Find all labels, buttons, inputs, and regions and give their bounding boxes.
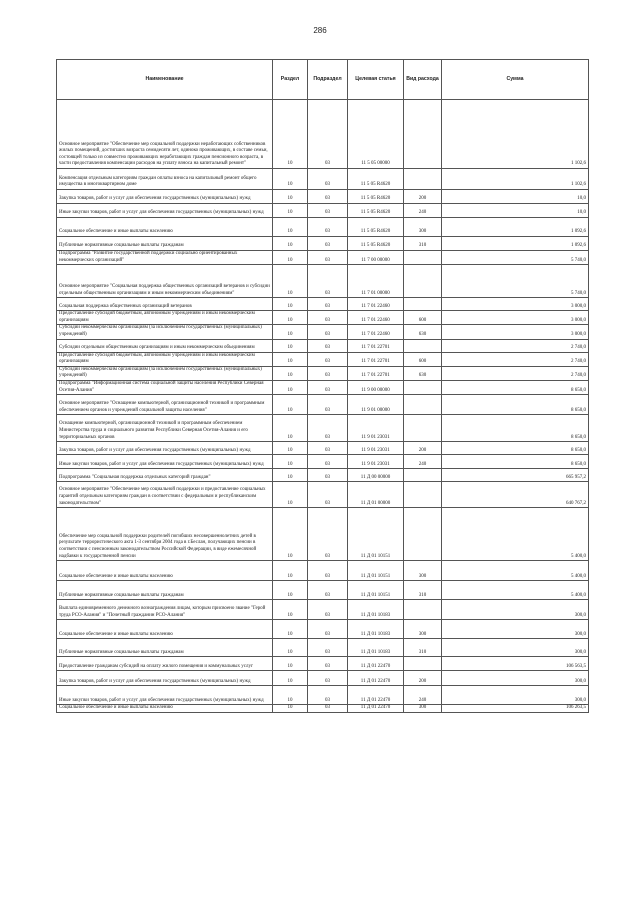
cell-name: Выплата единовременного денежного вознаграждения лицам, которым присвоено звание "Герой труда РСО-Алания" и "Почетный гражданин РСО-Алания": [57, 600, 273, 620]
cell-name: Иные закупки товаров, работ и услуг для обеспечения государственных (муниципальных) нужд: [57, 204, 273, 218]
cell-subsection: 03: [308, 508, 348, 561]
cell-subsection: 03: [308, 380, 348, 394]
cell-target: 11 9 01 23031: [348, 442, 404, 455]
cell-target: 11 Д 01 00000: [348, 482, 404, 508]
cell-subsection: 03: [308, 442, 348, 455]
cell-type: 600: [404, 352, 442, 366]
cell-name: Публичные нормативные социальные выплаты гражданам: [57, 639, 273, 657]
cell-target: 11 9 01 23031: [348, 455, 404, 469]
cell-section: 10: [273, 581, 308, 600]
table-row: [57, 325, 589, 339]
cell-section: 10: [273, 100, 308, 169]
cell-type: [404, 415, 442, 442]
table-row: [57, 298, 589, 311]
cell-type: 300: [404, 620, 442, 639]
cell-name: Предоставление субсидий бюджетным, автономным учреждениям и иным некоммерческим организациям: [57, 311, 273, 325]
cell-sum: 2 740,0: [442, 366, 589, 380]
cell-subsection: 03: [308, 561, 348, 581]
cell-type: 300: [404, 561, 442, 581]
cell-target: 11 5 05 R4620: [348, 218, 404, 237]
cell-sum: 1 102,6: [442, 100, 589, 169]
cell-name: Основное мероприятие "Обеспечение мер социальной поддержки неработающих собственников жилых помещений, достигших возраста семидесяти лет, одиноко проживающих, в составе семьи, состоящей только из совместно проживающих неработающих граждан пенсионного возраста, в части предоставления компенсации расходов на уплату взноса на капитальный ремонт": [57, 100, 273, 169]
cell-section: 10: [273, 705, 308, 713]
cell-section: 10: [273, 657, 308, 671]
cell-subsection: 03: [308, 600, 348, 620]
cell-sum: 3 000,0: [442, 325, 589, 339]
cell-name: Предоставление гражданам субсидий на оплату жилого помещения и коммунальных услуг: [57, 657, 273, 671]
cell-name: Публичные нормативные социальные выплаты гражданам: [57, 237, 273, 251]
cell-name: Основное мероприятие "Оснащение компьютерной, организационной техникой и программным обеспечением органов и учреждений социальной защиты населения": [57, 395, 273, 415]
cell-type: 240: [404, 455, 442, 469]
table-row: [57, 482, 589, 508]
cell-name: Социальное обеспечение и иные выплаты населению: [57, 620, 273, 639]
table-row: [57, 600, 589, 620]
budget-table: [56, 59, 589, 713]
table-header-row: [57, 60, 589, 100]
table-row: [57, 339, 589, 352]
cell-subsection: 03: [308, 298, 348, 311]
cell-sum: 8 650,0: [442, 455, 589, 469]
cell-target: 11 7 01 00000: [348, 265, 404, 298]
cell-subsection: 03: [308, 190, 348, 204]
table-row: [57, 204, 589, 218]
table-row: [57, 311, 589, 325]
cell-sum: 106 563,5: [442, 657, 589, 671]
cell-subsection: 03: [308, 469, 348, 482]
cell-target: 11 7 01 22701: [348, 352, 404, 366]
table-row: [57, 442, 589, 455]
cell-name: Подпрограмма "Информационная система социальной защиты населения Республики Северная Осетия-Алания": [57, 380, 273, 394]
cell-sum: 8 650,0: [442, 442, 589, 455]
cell-name: Иные закупки товаров, работ и услуг для обеспечения государственных (муниципальных) нужд: [57, 686, 273, 705]
cell-target: 11 Д 01 22470: [348, 671, 404, 686]
cell-name: Социальная поддержка общественных организаций ветеранов: [57, 298, 273, 311]
cell-section: 10: [273, 298, 308, 311]
cell-type: 630: [404, 325, 442, 339]
table-row: [57, 686, 589, 705]
table-row: [57, 251, 589, 265]
cell-sum: 3 000,0: [442, 311, 589, 325]
cell-type: 300: [404, 218, 442, 237]
cell-subsection: 03: [308, 100, 348, 169]
cell-type: 630: [404, 366, 442, 380]
cell-target: 11 7 01 22701: [348, 339, 404, 352]
cell-section: 10: [273, 204, 308, 218]
cell-sum: 300,0: [442, 600, 589, 620]
cell-target: 11 9 01 23031: [348, 415, 404, 442]
cell-type: [404, 395, 442, 415]
cell-section: 10: [273, 620, 308, 639]
cell-target: 11 Д 01 10183: [348, 639, 404, 657]
header-type: Вид расхода: [404, 60, 442, 100]
table-row: [57, 455, 589, 469]
cell-sum: 10,0: [442, 190, 589, 204]
cell-section: 10: [273, 455, 308, 469]
cell-target: 11 Д 01 10151: [348, 561, 404, 581]
cell-target: 11 7 01 22701: [348, 366, 404, 380]
cell-section: 10: [273, 311, 308, 325]
table-row: [57, 671, 589, 686]
cell-type: [404, 508, 442, 561]
cell-target: 11 7 01 22460: [348, 298, 404, 311]
table-row: [57, 100, 589, 169]
cell-name: Подпрограмма "Развитие государственной поддержки социально ориентированных некоммерческих организаций": [57, 251, 273, 265]
table-row: [57, 415, 589, 442]
cell-sum: 300,0: [442, 639, 589, 657]
cell-type: [404, 265, 442, 298]
cell-type: 200: [404, 190, 442, 204]
cell-type: [404, 339, 442, 352]
cell-target: 11 9 01 00000: [348, 395, 404, 415]
cell-type: 240: [404, 204, 442, 218]
cell-name: Субсидии отдельным общественным организациям и иным некоммерческим объединениям: [57, 339, 273, 352]
cell-section: 10: [273, 482, 308, 508]
cell-type: 300: [404, 705, 442, 713]
cell-sum: 8 650,0: [442, 380, 589, 394]
cell-name: Закупка товаров, работ и услуг для обеспечения государственных (муниципальных) нужд: [57, 190, 273, 204]
cell-section: 10: [273, 415, 308, 442]
cell-subsection: 03: [308, 705, 348, 713]
cell-sum: 300,0: [442, 671, 589, 686]
cell-sum: 1 092,6: [442, 237, 589, 251]
cell-sum: 5 400,0: [442, 508, 589, 561]
cell-sum: 1 092,6: [442, 218, 589, 237]
table-row: [57, 508, 589, 561]
cell-subsection: 03: [308, 415, 348, 442]
cell-section: 10: [273, 469, 308, 482]
cell-subsection: 03: [308, 204, 348, 218]
cell-name: Закупка товаров, работ и услуг для обеспечения государственных (муниципальных) нужд: [57, 671, 273, 686]
table-row: [57, 639, 589, 657]
cell-target: 11 Д 01 10183: [348, 600, 404, 620]
table-row: [57, 366, 589, 380]
cell-section: 10: [273, 251, 308, 265]
cell-subsection: 03: [308, 237, 348, 251]
cell-section: 10: [273, 325, 308, 339]
cell-sum: 640 767,2: [442, 482, 589, 508]
table-row: [57, 620, 589, 639]
cell-target: 11 5 05 R4620: [348, 237, 404, 251]
cell-name: Иные закупки товаров, работ и услуг для обеспечения государственных (муниципальных) нужд: [57, 455, 273, 469]
cell-subsection: 03: [308, 251, 348, 265]
cell-target: 11 7 01 22460: [348, 311, 404, 325]
cell-sum: 2 740,0: [442, 352, 589, 366]
cell-section: 10: [273, 380, 308, 394]
cell-type: 200: [404, 442, 442, 455]
table-row: [57, 352, 589, 366]
cell-type: [404, 657, 442, 671]
cell-sum: 5 740,0: [442, 251, 589, 265]
cell-subsection: 03: [308, 352, 348, 366]
table-row: [57, 169, 589, 190]
cell-name: Социальное обеспечение и иные выплаты населению: [57, 218, 273, 237]
header-section: Раздел: [273, 60, 308, 100]
cell-name: Субсидии некоммерческим организациям (за исключением государственных (муниципальных) учреждений): [57, 366, 273, 380]
cell-section: 10: [273, 237, 308, 251]
cell-subsection: 03: [308, 366, 348, 380]
cell-subsection: 03: [308, 620, 348, 639]
cell-type: [404, 380, 442, 394]
cell-sum: 3 000,0: [442, 298, 589, 311]
cell-section: 10: [273, 169, 308, 190]
table-row: [57, 705, 589, 713]
cell-sum: 300,0: [442, 686, 589, 705]
table-row: [57, 469, 589, 482]
cell-target: 11 7 01 22460: [348, 325, 404, 339]
table-row: [57, 657, 589, 671]
cell-subsection: 03: [308, 581, 348, 600]
table-row: [57, 380, 589, 394]
cell-subsection: 03: [308, 169, 348, 190]
cell-subsection: 03: [308, 686, 348, 705]
table-row: [57, 190, 589, 204]
cell-sum: 8 650,0: [442, 395, 589, 415]
cell-type: [404, 600, 442, 620]
cell-name: Основное мероприятие "Социальная поддержка общественных организаций ветеранов и субсидии отдельным общественным организациям и иным некоммерческим объединениям": [57, 265, 273, 298]
cell-target: 11 5 05 R4620: [348, 204, 404, 218]
cell-name: Социальное обеспечение и иные выплаты населению: [57, 561, 273, 581]
header-sum: Сумма: [442, 60, 589, 100]
cell-name: Социальное обеспечение и иные выплаты населению: [57, 705, 273, 713]
cell-section: 10: [273, 265, 308, 298]
cell-subsection: 03: [308, 265, 348, 298]
cell-sum: 1 102,6: [442, 169, 589, 190]
cell-subsection: 03: [308, 671, 348, 686]
cell-section: 10: [273, 366, 308, 380]
cell-subsection: 03: [308, 482, 348, 508]
cell-type: [404, 100, 442, 169]
page-number: 286: [313, 26, 327, 35]
cell-section: 10: [273, 600, 308, 620]
table-row: [57, 218, 589, 237]
table-row: [57, 395, 589, 415]
cell-sum: 8 650,0: [442, 415, 589, 442]
cell-section: 10: [273, 508, 308, 561]
cell-sum: 2 740,0: [442, 339, 589, 352]
cell-type: [404, 298, 442, 311]
cell-sum: 665 957,2: [442, 469, 589, 482]
cell-name: Предоставление субсидий бюджетным, автономным учреждениям и иным некоммерческим организациям: [57, 352, 273, 366]
cell-subsection: 03: [308, 395, 348, 415]
cell-subsection: 03: [308, 218, 348, 237]
table-row: [57, 561, 589, 581]
cell-section: 10: [273, 190, 308, 204]
cell-type: 600: [404, 311, 442, 325]
cell-name: Закупка товаров, работ и услуг для обеспечения государственных (муниципальных) нужд: [57, 442, 273, 455]
header-name: Наименование: [57, 60, 273, 100]
table-row: [57, 265, 589, 298]
cell-target: 11 7 00 00000: [348, 251, 404, 265]
cell-section: 10: [273, 352, 308, 366]
cell-type: [404, 169, 442, 190]
cell-subsection: 03: [308, 639, 348, 657]
cell-sum: 5 400,0: [442, 581, 589, 600]
cell-target: 11 Д 01 10183: [348, 620, 404, 639]
cell-section: 10: [273, 639, 308, 657]
cell-sum: 106 263,5: [442, 705, 589, 713]
cell-sum: 5 400,0: [442, 561, 589, 581]
cell-subsection: 03: [308, 657, 348, 671]
table-row: [57, 581, 589, 600]
cell-type: 200: [404, 671, 442, 686]
cell-target: 11 Д 01 10151: [348, 508, 404, 561]
cell-name: Субсидии некоммерческим организациям (за исключением государственных (муниципальных) учреждений): [57, 325, 273, 339]
cell-sum: 10,0: [442, 204, 589, 218]
cell-subsection: 03: [308, 339, 348, 352]
cell-type: [404, 251, 442, 265]
cell-type: [404, 482, 442, 508]
cell-sum: 5 740,0: [442, 265, 589, 298]
cell-name: Оснащение компьютерной, организационной техникой и программным обеспечением Министерства труда и социального развития Республики Северная Осетия-Алания и его территориальных органов: [57, 415, 273, 442]
table-body: [57, 100, 589, 713]
cell-subsection: 03: [308, 455, 348, 469]
table-row: [57, 237, 589, 251]
cell-target: 11 5 05 00000: [348, 100, 404, 169]
cell-section: 10: [273, 561, 308, 581]
cell-name: Компенсация отдельным категориям граждан оплаты взноса на капитальный ремонт общего имущества в многоквартирном доме: [57, 169, 273, 190]
cell-target: 11 Д 01 22470: [348, 686, 404, 705]
cell-sum: 300,0: [442, 620, 589, 639]
cell-section: 10: [273, 395, 308, 415]
cell-name: Публичные нормативные социальные выплаты гражданам: [57, 581, 273, 600]
cell-target: 11 9 00 00000: [348, 380, 404, 394]
cell-target: 11 Д 01 10151: [348, 581, 404, 600]
cell-section: 10: [273, 442, 308, 455]
cell-section: 10: [273, 339, 308, 352]
cell-subsection: 03: [308, 311, 348, 325]
cell-type: 310: [404, 639, 442, 657]
cell-section: 10: [273, 218, 308, 237]
cell-target: 11 Д 00 00000: [348, 469, 404, 482]
cell-type: [404, 469, 442, 482]
cell-section: 10: [273, 686, 308, 705]
cell-type: 310: [404, 581, 442, 600]
header-target: Целевая статья: [348, 60, 404, 100]
cell-subsection: 03: [308, 325, 348, 339]
cell-type: 310: [404, 237, 442, 251]
cell-target: 11 Д 01 22470: [348, 657, 404, 671]
cell-target: 11 Д 01 22470: [348, 705, 404, 713]
header-subsection: Подраздел: [308, 60, 348, 100]
cell-name: Подпрограмма "Социальная поддержка отдельных категорий граждан": [57, 469, 273, 482]
cell-section: 10: [273, 671, 308, 686]
cell-type: 240: [404, 686, 442, 705]
cell-target: 11 5 05 R4620: [348, 190, 404, 204]
cell-name: Обеспечение мер социальной поддержки родителей погибших несовершеннолетних детей в результате террористического акта 1-3 сентября 2004 года в г.Беслан, получающих пенсии в соответствии с пенсионным законодательством Российской Федерации, в виде ежемесячной надбавки к государственной пенсии: [57, 508, 273, 561]
cell-target: 11 5 05 R4620: [348, 169, 404, 190]
cell-name: Основное мероприятие "Обеспечение мер социальной поддержки и предоставление социальных гарантий отдельным категориям граждан в соответствии с федеральным и республиканским законодательством": [57, 482, 273, 508]
